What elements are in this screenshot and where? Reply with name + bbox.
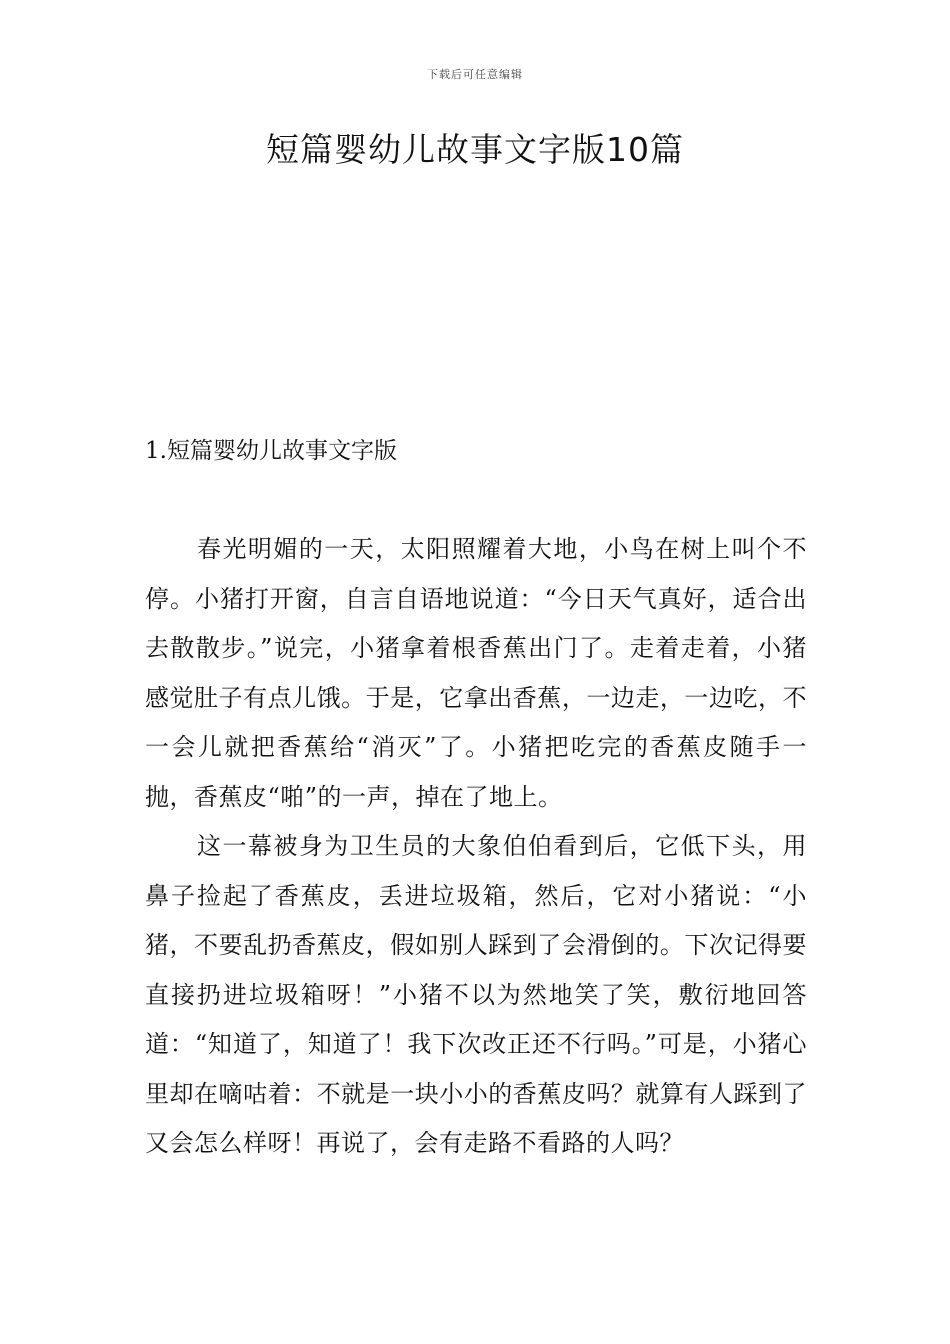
paragraph: 这一幕被身为卫生员的大象伯伯看到后，它低下头，用鼻子捡起了香蕉皮，丢进垃圾箱，然后，它对小猪说：“小猪，不要乱扔香蕉皮，假如别人踩到了会滑倒的。下次记得要直接扔进垃圾箱呀！”小猪不以为然地笑了笑，敷衍地回答道：“知道了，知道了！我下次改正还不行吗。”可是，小猪心里却在嘀咕着：不就是一块小小的香蕉皮吗？就算有人踩到了又会怎么样呀！再说了，会有走路不看路的人吗？ bbox=[145, 832, 807, 1157]
paragraph: 春光明媚的一天，太阳照耀着大地，小鸟在树上叫个不停。小猪打开窗，自言自语地说道：“今日天气真好，适合出去散散步。”说完，小猪拿着根香蕉出门了。走着走着，小猪感觉肚子有点儿饿。于是，它拿出香蕉，一边走，一边吃，不一会儿就把香蕉给“消灭”了。小猪把吃完的香蕉皮随手一抛，香蕉皮“啪”的一声，掉在了地上。 bbox=[145, 535, 807, 811]
section-heading: 1.短篇婴幼儿故事文字版 bbox=[145, 438, 397, 464]
header-note: 下载后可任意编辑 bbox=[427, 68, 523, 81]
document-title: 短篇婴幼儿故事文字版10篇 bbox=[266, 130, 684, 169]
story-body bbox=[145, 525, 807, 1169]
